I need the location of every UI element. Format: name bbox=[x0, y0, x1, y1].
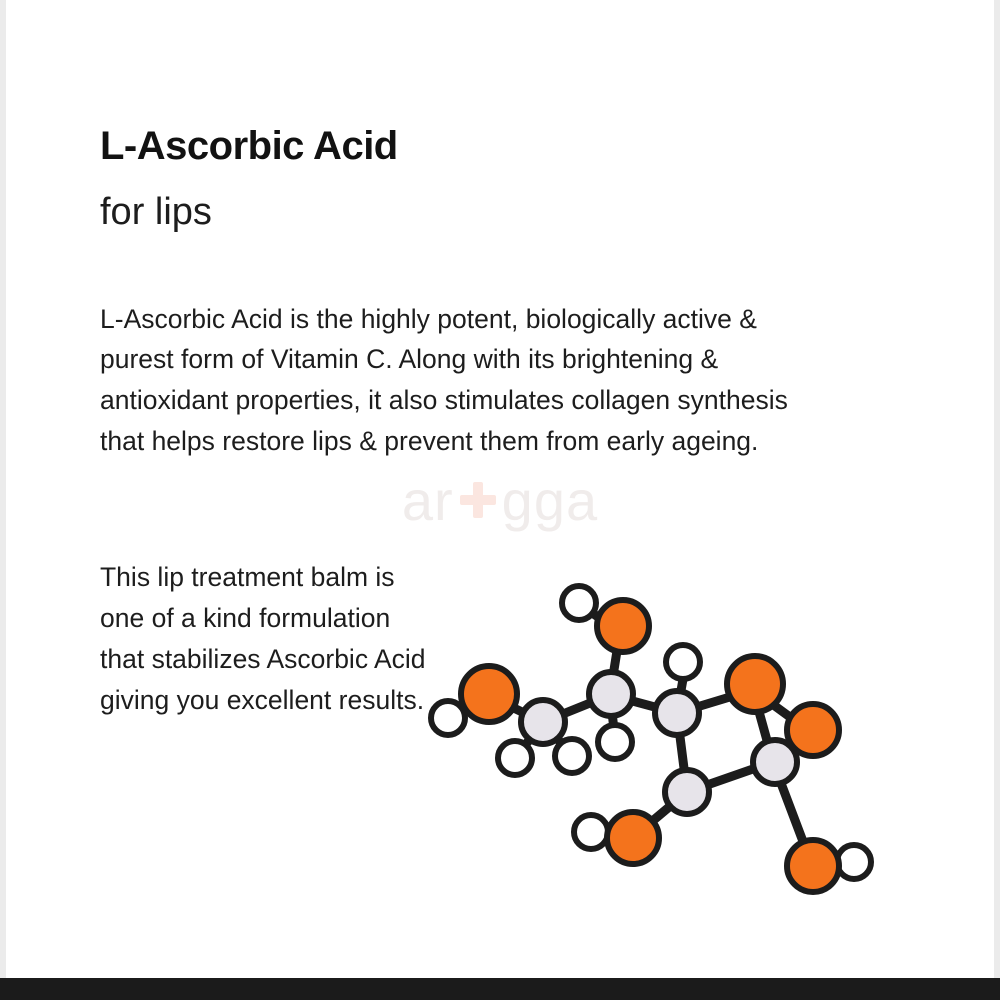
atom-carbon bbox=[521, 700, 565, 744]
atom-hydrogen bbox=[837, 845, 871, 879]
bottom-bar bbox=[0, 978, 1000, 1000]
atom-hydrogen bbox=[562, 586, 596, 620]
page-subtitle: for lips bbox=[100, 190, 212, 233]
page-title: L-Ascorbic Acid bbox=[100, 123, 398, 168]
atom-carbon bbox=[655, 691, 699, 735]
atom-oxygen bbox=[607, 812, 659, 864]
atom-oxygen bbox=[787, 840, 839, 892]
brand-watermark bbox=[355, 470, 645, 530]
atom-carbon bbox=[665, 770, 709, 814]
atom-carbon bbox=[753, 740, 797, 784]
atom-oxygen bbox=[597, 600, 649, 652]
l-ascorbic-acid-molecule-diagram bbox=[415, 570, 925, 920]
left-edge-strip bbox=[0, 0, 6, 1000]
atom-hydrogen bbox=[598, 725, 632, 759]
atom-oxygen bbox=[727, 656, 783, 712]
watermark-text-right: gga bbox=[501, 468, 599, 532]
right-edge-strip bbox=[994, 0, 1000, 1000]
atom-carbon bbox=[589, 672, 633, 716]
atom-hydrogen bbox=[498, 741, 532, 775]
atom-hydrogen bbox=[555, 739, 589, 773]
watermark-text-left: ar bbox=[401, 468, 454, 532]
atom-hydrogen bbox=[666, 645, 700, 679]
medical-cross-icon bbox=[456, 478, 500, 522]
atom-hydrogen bbox=[431, 701, 465, 735]
description-paragraph-primary: L-Ascorbic Acid is the highly potent, biologically active & purest form of Vitamin C. Along with its brightening & antioxidant properties, it also stimulates collagen synthesis that helps restore lips & prevent them from early ageing. bbox=[100, 303, 788, 456]
atom-hydrogen bbox=[574, 815, 608, 849]
atom-oxygen bbox=[461, 666, 517, 722]
description-paragraph-secondary: This lip treatment balm is one of a kind formulation that stabilizes Ascorbic Acid giving you excellent results. bbox=[100, 561, 426, 715]
